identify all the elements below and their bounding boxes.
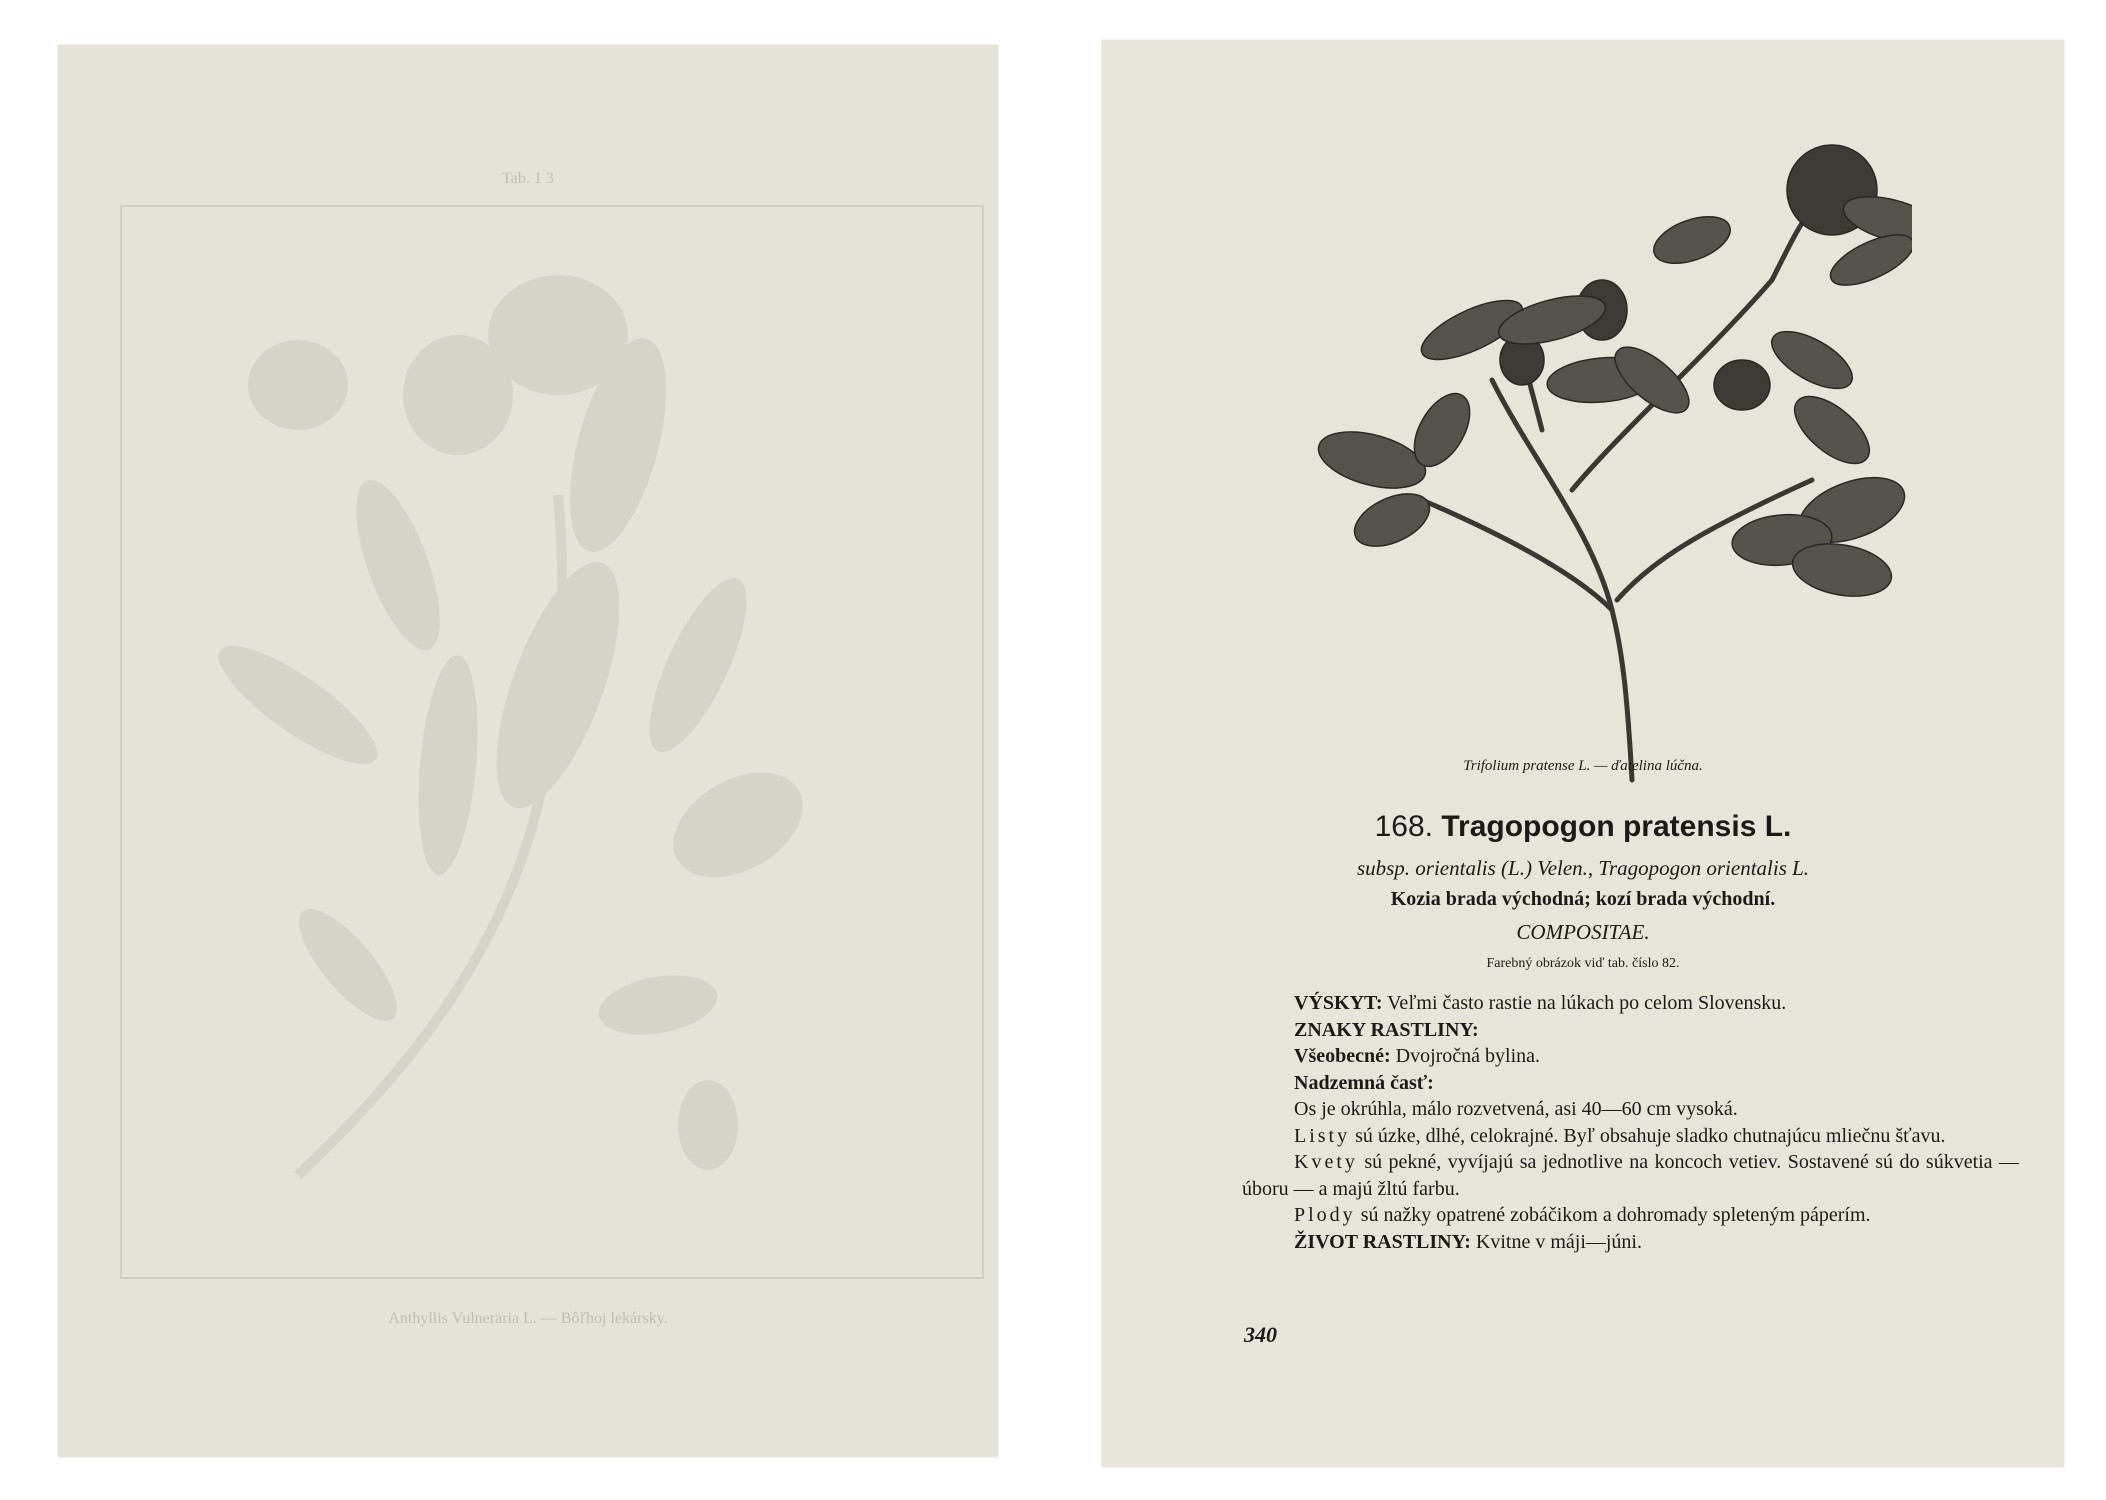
plant-features-label: ZNAKY RASTLINY: (1294, 1018, 1479, 1041)
general-label: Všeobecné: (1294, 1045, 1391, 1067)
right-page (1102, 40, 2064, 1467)
occurrence-paragraph (1242, 990, 2019, 1017)
species-name: Tragopogon pratensis L. (1441, 810, 1792, 843)
flowers-paragraph (1242, 1149, 2019, 1202)
leaves-paragraph (1242, 1123, 2019, 1150)
family-name: COMPOSITAE. (1516, 920, 1650, 944)
plant-features-heading (1242, 1017, 2019, 1044)
ghost-plate-header: Tab. 1 3 (502, 170, 554, 187)
fruits-label: Plody (1294, 1204, 1356, 1226)
occurrence-label: VÝSKYT: (1294, 992, 1383, 1014)
fruits-paragraph (1242, 1202, 2019, 1229)
ghost-plant-illustration (178, 245, 938, 1245)
clover-illustration (1272, 130, 1912, 790)
leaves-label: Listy (1294, 1124, 1351, 1147)
species-number: 168. (1374, 810, 1433, 843)
synonyms: subsp. orientalis (L.) Velen., Tragopogon orientalis L. (1356, 856, 1810, 880)
stem-paragraph: Os je okrúhla, málo rozvetvená, asi 40—60 cm vysoká. (1294, 1098, 1738, 1120)
plant-life-label: ŽIVOT RASTLINY: (1294, 1230, 1471, 1253)
general-text: Dvojročná bylina. (1390, 1045, 1541, 1067)
common-names: Kozia brada východná; kozí brada východní. (1390, 888, 1776, 910)
flowers-label: Kvety (1294, 1151, 1358, 1173)
leaves-text: sú úzke, dlhé, celokrajné. Byľ obsahuje sladko chutnajúcu mliečnu šťavu. (1350, 1124, 1946, 1147)
illustration-caption: Trifolium pratense L. — ďatelina lúčna. (1463, 758, 1703, 774)
occurrence-text: Veľmi často rastie na lúkach po celom Slovensku. (1382, 992, 1787, 1014)
species-title (1102, 810, 2064, 844)
ghost-plate-caption: Anthyllis Vulneraria L. — Bôľhoj lekársky. (388, 1310, 668, 1327)
plant-life-text: Kvitne v máji—júni. (1470, 1230, 1642, 1253)
color-reference: Farebný obrázok viď tab. číslo 82. (1486, 956, 1680, 971)
general-paragraph (1242, 1043, 2019, 1070)
flowers-text: sú pekné, vyvíjajú sa jednotlive na koncoch vetiev. Sostavené sú do súkvetia — úboru — a majú žltú farbu. (1242, 1151, 2019, 1200)
fruits-text: sú nažky opatrené zobáčikom a dohromady spleteným páperím. (1355, 1204, 1871, 1226)
page-number: 340 (1244, 1322, 1277, 1347)
aboveground-label: Nadzemná časť: (1294, 1071, 1434, 1094)
left-page (58, 45, 998, 1457)
plant-life-paragraph (1242, 1229, 2019, 1256)
description-body (1242, 990, 2019, 1255)
aboveground-heading (1242, 1070, 2019, 1097)
